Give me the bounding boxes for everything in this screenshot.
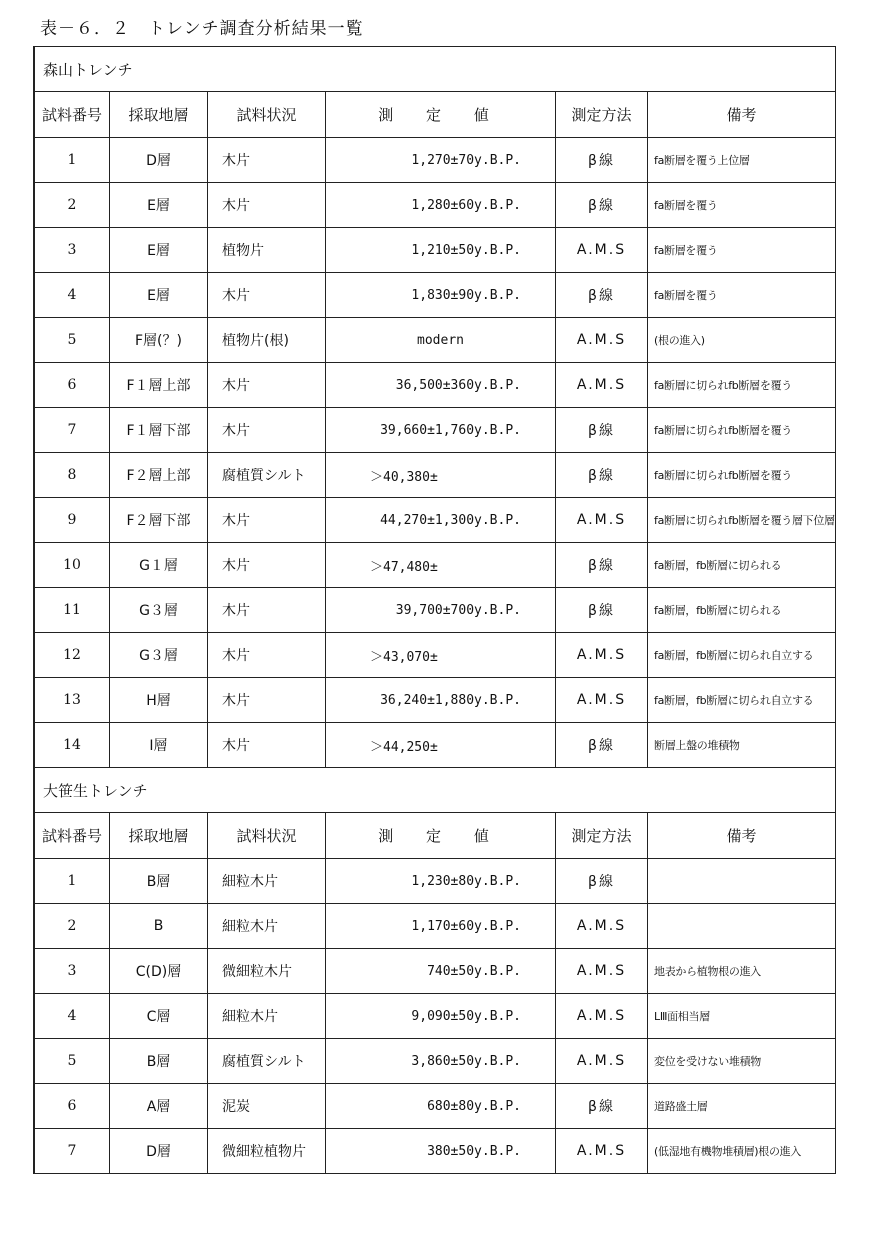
cell-remarks xyxy=(648,904,836,949)
table-caption: 表－６．２ トレンチ調査分析結果一覧 xyxy=(40,19,364,39)
cell-sample-no: 5 xyxy=(35,318,110,363)
header-sample-condition: 試料状況 xyxy=(208,813,326,859)
cell-method: A.M.S xyxy=(556,904,648,949)
cell-sample-condition: 木片 xyxy=(208,678,326,723)
cell-measured-value: 44,270±1,300y.B.P. xyxy=(326,498,556,543)
cell-remarks: fa断層に切られfb断層を覆う xyxy=(648,408,836,453)
header-measured-value: 測 定 値 xyxy=(326,813,556,859)
cell-method: β線 xyxy=(556,588,648,633)
header-row xyxy=(35,92,836,138)
cell-measured-value: 740±50y.B.P. xyxy=(326,949,556,994)
cell-sample-condition: 細粒木片 xyxy=(208,994,326,1039)
header-sample-no: 試料番号 xyxy=(35,813,110,859)
cell-sample-condition: 植物片 xyxy=(208,228,326,273)
section-title: 大笹生トレンチ xyxy=(35,768,836,813)
results-table-frame xyxy=(33,46,836,1174)
table-row xyxy=(35,633,836,678)
cell-layer: C(D)層 xyxy=(110,949,208,994)
table-row xyxy=(35,138,836,183)
cell-sample-condition: 微細粒植物片 xyxy=(208,1129,326,1174)
cell-method: A.M.S xyxy=(556,318,648,363)
table-row xyxy=(35,498,836,543)
header-sample-no: 試料番号 xyxy=(35,92,110,138)
cell-sample-no: 9 xyxy=(35,498,110,543)
table-row xyxy=(35,859,836,904)
cell-layer: F１層上部 xyxy=(110,363,208,408)
header-method: 測定方法 xyxy=(556,92,648,138)
cell-sample-no: 6 xyxy=(35,1084,110,1129)
cell-method: β線 xyxy=(556,408,648,453)
cell-sample-no: 1 xyxy=(35,138,110,183)
section-title-row xyxy=(35,768,836,813)
cell-measured-value: 680±80y.B.P. xyxy=(326,1084,556,1129)
header-method: 測定方法 xyxy=(556,813,648,859)
cell-method: A.M.S xyxy=(556,363,648,408)
header-layer: 採取地層 xyxy=(110,813,208,859)
cell-sample-no: 11 xyxy=(35,588,110,633)
table-row xyxy=(35,543,836,588)
cell-layer: E層 xyxy=(110,273,208,318)
cell-method: A.M.S xyxy=(556,1129,648,1174)
cell-remarks: (根の進入) xyxy=(648,318,836,363)
cell-remarks: fa断層，fb断層に切られ自立する xyxy=(648,633,836,678)
cell-sample-condition: 木片 xyxy=(208,408,326,453)
cell-measured-value: 1,210±50y.B.P. xyxy=(326,228,556,273)
cell-sample-no: 8 xyxy=(35,453,110,498)
cell-sample-no: 4 xyxy=(35,994,110,1039)
cell-remarks: fa断層を覆う xyxy=(648,183,836,228)
cell-sample-no: 1 xyxy=(35,859,110,904)
cell-measured-value: ＞47,480± xyxy=(326,543,556,588)
cell-method: β線 xyxy=(556,453,648,498)
cell-remarks: fa断層，fb断層に切られる xyxy=(648,543,836,588)
cell-layer: C層 xyxy=(110,994,208,1039)
table-row xyxy=(35,273,836,318)
cell-sample-no: 14 xyxy=(35,723,110,768)
cell-remarks xyxy=(648,859,836,904)
cell-sample-condition: 木片 xyxy=(208,723,326,768)
cell-method: A.M.S xyxy=(556,994,648,1039)
cell-method: β線 xyxy=(556,859,648,904)
cell-layer: G１層 xyxy=(110,543,208,588)
cell-sample-no: 4 xyxy=(35,273,110,318)
cell-layer: F１層下部 xyxy=(110,408,208,453)
cell-layer: E層 xyxy=(110,228,208,273)
cell-measured-value: ＞43,070± xyxy=(326,633,556,678)
table-row xyxy=(35,1129,836,1174)
table-row xyxy=(35,228,836,273)
cell-remarks: fa断層に切られfb断層を覆う xyxy=(648,363,836,408)
cell-sample-no: 12 xyxy=(35,633,110,678)
cell-measured-value: 39,660±1,760y.B.P. xyxy=(326,408,556,453)
cell-method: A.M.S xyxy=(556,678,648,723)
cell-remarks: LⅢ面相当層 xyxy=(648,994,836,1039)
cell-measured-value: 1,280±60y.B.P. xyxy=(326,183,556,228)
cell-measured-value: 1,830±90y.B.P. xyxy=(326,273,556,318)
table-row xyxy=(35,1084,836,1129)
table-row xyxy=(35,949,836,994)
cell-method: β線 xyxy=(556,138,648,183)
header-layer: 採取地層 xyxy=(110,92,208,138)
cell-remarks: fa断層に切られfb断層を覆う層下位層 xyxy=(648,498,836,543)
section-title-row xyxy=(35,47,836,92)
table-row xyxy=(35,678,836,723)
cell-layer: I層 xyxy=(110,723,208,768)
results-table-body xyxy=(35,47,836,1174)
cell-sample-no: 2 xyxy=(35,183,110,228)
cell-remarks: 道路盛土層 xyxy=(648,1084,836,1129)
cell-measured-value: ＞44,250± xyxy=(326,723,556,768)
cell-sample-no: 10 xyxy=(35,543,110,588)
cell-sample-condition: 木片 xyxy=(208,273,326,318)
cell-method: β線 xyxy=(556,1084,648,1129)
cell-remarks: fa断層，fb断層に切られる xyxy=(648,588,836,633)
cell-sample-condition: 泥炭 xyxy=(208,1084,326,1129)
cell-sample-no: 7 xyxy=(35,1129,110,1174)
cell-sample-condition: 木片 xyxy=(208,543,326,588)
cell-layer: B層 xyxy=(110,859,208,904)
table-row xyxy=(35,994,836,1039)
cell-sample-no: 3 xyxy=(35,228,110,273)
cell-remarks: fa断層を覆う上位層 xyxy=(648,138,836,183)
table-row xyxy=(35,408,836,453)
table-row xyxy=(35,363,836,408)
header-remarks: 備考 xyxy=(648,92,836,138)
cell-measured-value: modern xyxy=(326,318,556,363)
cell-layer: G３層 xyxy=(110,588,208,633)
cell-sample-condition: 細粒木片 xyxy=(208,859,326,904)
cell-remarks: fa断層に切られfb断層を覆う xyxy=(648,453,836,498)
cell-sample-condition: 木片 xyxy=(208,363,326,408)
cell-sample-condition: 腐植質シルト xyxy=(208,453,326,498)
cell-sample-condition: 木片 xyxy=(208,138,326,183)
cell-sample-no: 3 xyxy=(35,949,110,994)
cell-measured-value: 3,860±50y.B.P. xyxy=(326,1039,556,1084)
cell-method: β線 xyxy=(556,543,648,588)
cell-sample-no: 2 xyxy=(35,904,110,949)
cell-sample-no: 13 xyxy=(35,678,110,723)
cell-method: A.M.S xyxy=(556,949,648,994)
cell-method: A.M.S xyxy=(556,1039,648,1084)
cell-remarks: 地表から植物根の進入 xyxy=(648,949,836,994)
cell-method: β線 xyxy=(556,723,648,768)
cell-sample-condition: 木片 xyxy=(208,633,326,678)
cell-layer: E層 xyxy=(110,183,208,228)
header-sample-condition: 試料状況 xyxy=(208,92,326,138)
header-row xyxy=(35,813,836,859)
cell-sample-condition: 植物片(根) xyxy=(208,318,326,363)
cell-measured-value: 36,240±1,880y.B.P. xyxy=(326,678,556,723)
cell-sample-condition: 微細粒木片 xyxy=(208,949,326,994)
header-measured-value: 測 定 値 xyxy=(326,92,556,138)
cell-layer: F２層下部 xyxy=(110,498,208,543)
cell-sample-condition: 細粒木片 xyxy=(208,904,326,949)
cell-method: A.M.S xyxy=(556,498,648,543)
table-row xyxy=(35,183,836,228)
cell-method: β線 xyxy=(556,183,648,228)
cell-layer: G３層 xyxy=(110,633,208,678)
cell-remarks: (低湿地有機物堆積層)根の進入 xyxy=(648,1129,836,1174)
cell-measured-value: 380±50y.B.P. xyxy=(326,1129,556,1174)
cell-sample-no: 5 xyxy=(35,1039,110,1084)
cell-layer: B層 xyxy=(110,1039,208,1084)
table-row xyxy=(35,453,836,498)
cell-method: A.M.S xyxy=(556,228,648,273)
cell-method: A.M.S xyxy=(556,633,648,678)
cell-measured-value: 9,090±50y.B.P. xyxy=(326,994,556,1039)
table-row xyxy=(35,588,836,633)
table-row xyxy=(35,1039,836,1084)
cell-measured-value: 39,700±700y.B.P. xyxy=(326,588,556,633)
cell-measured-value: ＞40,380± xyxy=(326,453,556,498)
cell-measured-value: 1,170±60y.B.P. xyxy=(326,904,556,949)
section-title: 森山トレンチ xyxy=(35,47,836,92)
cell-layer: F層(？) xyxy=(110,318,208,363)
cell-sample-no: 6 xyxy=(35,363,110,408)
cell-measured-value: 1,270±70y.B.P. xyxy=(326,138,556,183)
cell-measured-value: 1,230±80y.B.P. xyxy=(326,859,556,904)
cell-method: β線 xyxy=(556,273,648,318)
header-remarks: 備考 xyxy=(648,813,836,859)
cell-remarks: 断層上盤の堆積物 xyxy=(648,723,836,768)
cell-sample-no: 7 xyxy=(35,408,110,453)
results-table xyxy=(34,46,836,1174)
cell-remarks: fa断層を覆う xyxy=(648,228,836,273)
cell-layer: B xyxy=(110,904,208,949)
cell-remarks: 変位を受けない堆積物 xyxy=(648,1039,836,1084)
cell-sample-condition: 木片 xyxy=(208,183,326,228)
cell-remarks: fa断層を覆う xyxy=(648,273,836,318)
cell-sample-condition: 木片 xyxy=(208,588,326,633)
cell-layer: A層 xyxy=(110,1084,208,1129)
cell-measured-value: 36,500±360y.B.P. xyxy=(326,363,556,408)
cell-layer: F２層上部 xyxy=(110,453,208,498)
cell-remarks: fa断層，fb断層に切られ自立する xyxy=(648,678,836,723)
table-row xyxy=(35,904,836,949)
table-row xyxy=(35,723,836,768)
cell-layer: H層 xyxy=(110,678,208,723)
cell-layer: D層 xyxy=(110,138,208,183)
cell-sample-condition: 腐植質シルト xyxy=(208,1039,326,1084)
cell-layer: D層 xyxy=(110,1129,208,1174)
cell-sample-condition: 木片 xyxy=(208,498,326,543)
table-row xyxy=(35,318,836,363)
